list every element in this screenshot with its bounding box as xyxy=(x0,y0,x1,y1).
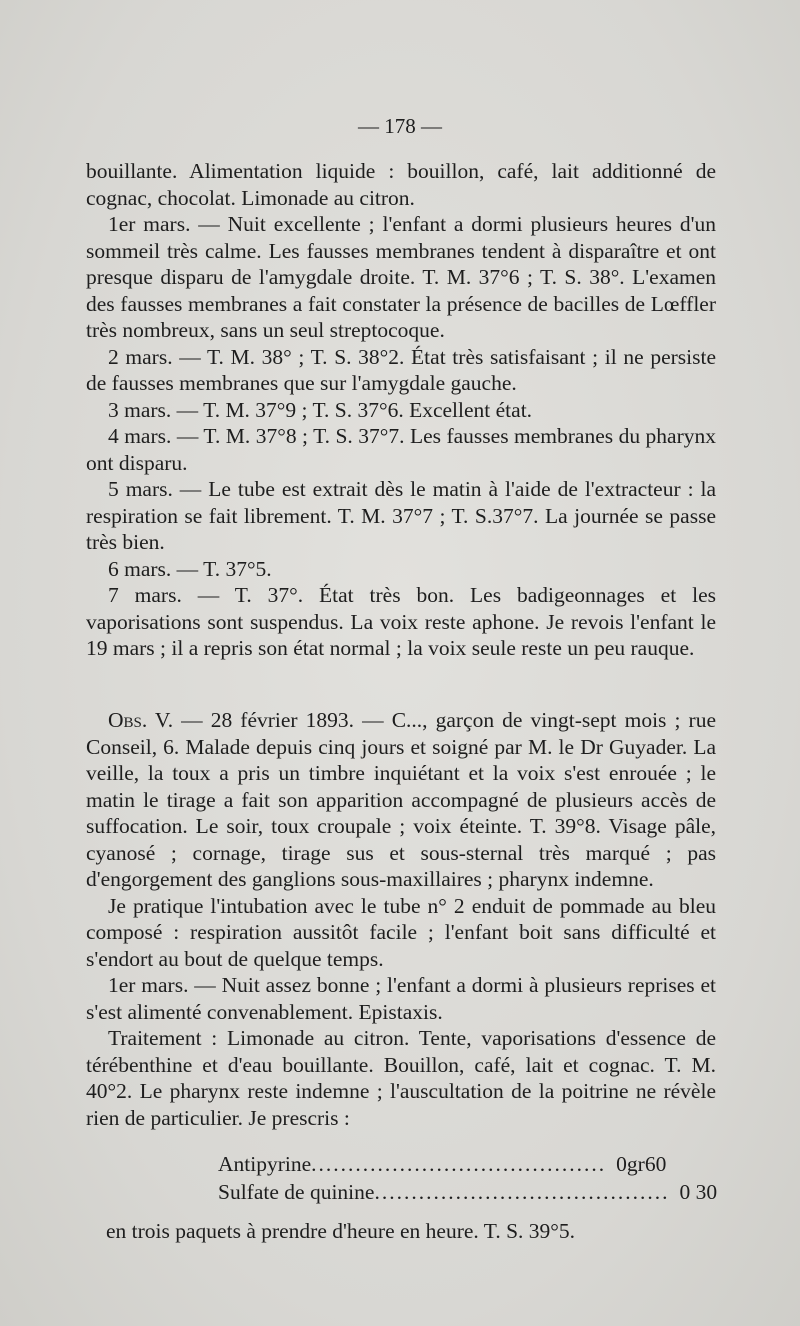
drug-name: Antipyrine xyxy=(218,1152,312,1176)
drug-name: Sulfate de quinine xyxy=(218,1180,375,1204)
prescription-list xyxy=(218,1150,718,1206)
paragraph: 4 mars. — T. M. 37°8 ; T. S. 37°7. Les fausses membranes du pharynx ont disparu. xyxy=(86,424,716,475)
paragraph: Je pratique l'intubation avec le tube n° 2 enduit de pommade au bleu composé : respiration aussitôt facile ; l'enfant boit sans difficulté et s'endort au bout de quelque temps. xyxy=(86,893,716,971)
drug-dose: 0 30 xyxy=(679,1180,718,1204)
paragraph: 1er mars. — Nuit excellente ; l'enfant a dormi plusieurs heures d'un sommeil très calme. Les fausses membranes tendent à disparaître et ont presque disparu de l'amygdale droite. T. M. 37°6 ; T. S. 38°. L'examen des fausses membranes a fait constater la présence de bacilles de Lœffler très nombreux, sans un seul streptocoque. xyxy=(86,212,716,342)
drug-dose: 0gr60 xyxy=(616,1152,667,1176)
final-line: en trois paquets à prendre d'heure en heure. T. S. 39°5. xyxy=(106,1219,576,1243)
paragraph: bouillante. Alimentation liquide : bouillon, café, lait additionné de cognac, chocolat. Limonade au citron. xyxy=(86,159,716,210)
observation-label: Obs. V. xyxy=(108,708,174,732)
paragraph: 3 mars. — T. M. 37°9 ; T. S. 37°6. Excellent état. xyxy=(108,397,533,422)
dot-leader: ........................................ xyxy=(311,1152,607,1176)
dot-leader: ........................................ xyxy=(374,1180,670,1204)
observation-text: — 28 février 1893. — C..., garçon de vingt-sept mois ; rue Conseil, 6. Malade depuis cinq jours et soigné par M. le Dr Guyader. La veille, la toux a pris un timbre inquiétant et la voix s'est enrouée ; le matin le tirage a fait son apparition accompagné de plusieurs accès de suffocation. Le soir, toux croupale ; voix éteinte. T. 39°8. Visage pâle, cyanosé ; cornage, tirage sus et sous-sternal très marqué ; pas d'engorgement des ganglions sous-maxillaires ; pharynx indemne. xyxy=(86,708,716,891)
paragraph: 1er mars. — Nuit assez bonne ; l'enfant a dormi à plusieurs reprises et s'est alimenté convenablement. Epistaxis. xyxy=(86,973,716,1024)
paragraph: 7 mars. — T. 37°. État très bon. Les badigeonnages et les vaporisations sont suspendus. La voix reste aphone. Je revois l'enfant le 19 mars ; il a repris son état normal ; la voix seule reste un peu rauque. xyxy=(86,583,716,660)
paragraph: 2 mars. — T. M. 38° ; T. S. 38°2. État très satisfaisant ; il ne persiste de fausses membranes que sur l'amygdale gauche. xyxy=(86,344,716,395)
observation-heading-paragraph xyxy=(86,707,716,893)
paragraph: Traitement : Limonade au citron. Tente, vaporisations d'essence de térébenthine et d'eau bouillante. Bouillon, café, lait et cognac. T. M. 40°2. Le pharynx reste indemne ; l'auscultation de la poitrine ne révèle rien de particulier. Je prescris : xyxy=(86,1026,716,1130)
observation-v xyxy=(86,707,716,1131)
prescription-item xyxy=(218,1178,718,1206)
observation-iv-continuation xyxy=(86,158,716,662)
prescription-item xyxy=(218,1150,667,1178)
page-number: — 178 — xyxy=(358,114,442,138)
paragraph: 5 mars. — Le tube est extrait dès le matin à l'aide de l'extracteur : la respiration se fait librement. T. M. 37°7 ; T. S.37°7. La journée se passe très bien. xyxy=(86,477,716,554)
paragraph: 6 mars. — T. 37°5. xyxy=(108,556,272,581)
